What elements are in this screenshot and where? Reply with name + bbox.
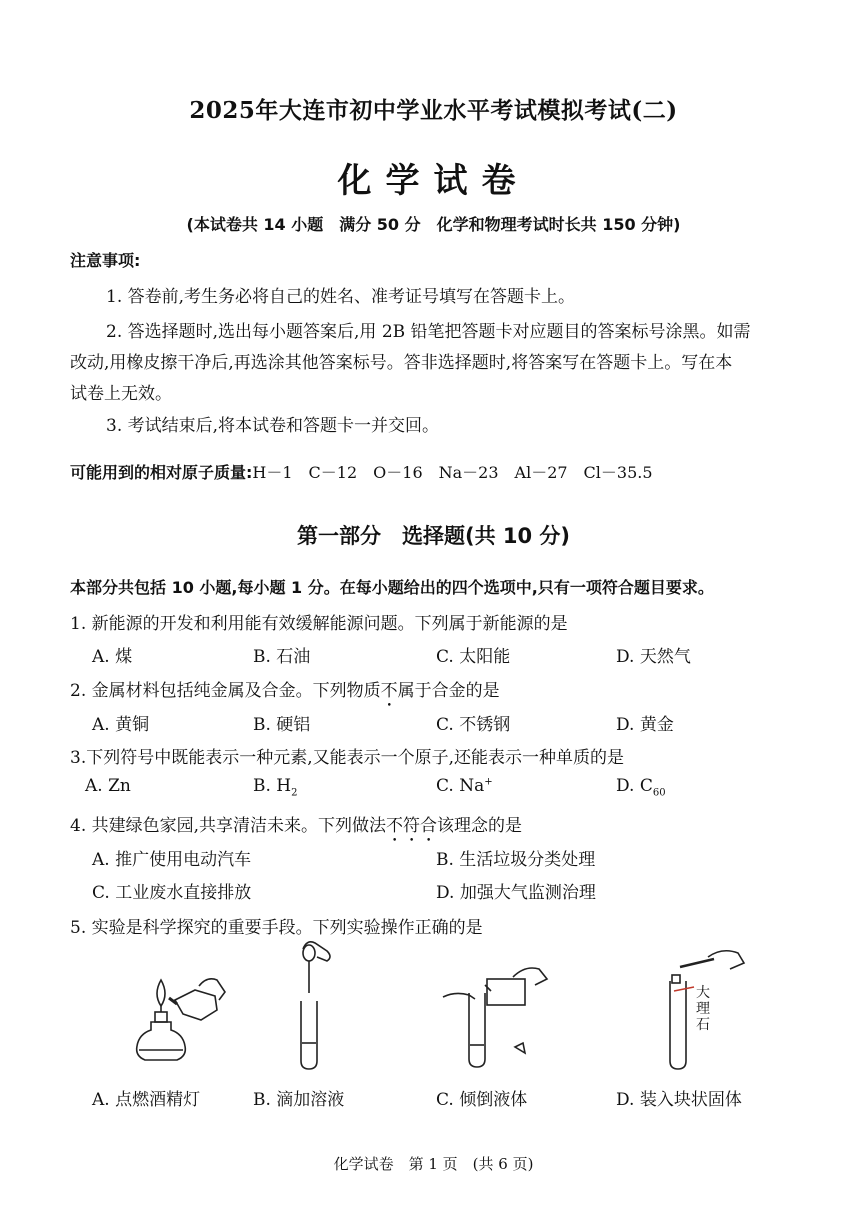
notice-item-2-line-2: 改动,用橡皮擦干净后,再选涂其他答案标号。答非选择题时,将答案写在答题卡上。写在本 (70, 353, 733, 373)
pouring-figure (435, 955, 555, 1075)
q2-stem-emphasis: 不 (380, 681, 398, 701)
q3-option-d (616, 776, 666, 798)
q3-stem: 3.下列符号中既能表示一种元素,又能表示一个原子,还能表示一种单质的是 (70, 748, 625, 768)
atomic-mass-label: 可能用到的相对原子质量: (70, 463, 253, 482)
subject-title: 化学试卷 (337, 161, 530, 201)
q3-option-d-base: D. C (616, 776, 653, 796)
atomic-mass-values: H－1 C－12 O－16 Na－23 Al－27 Cl－35.5 (252, 463, 653, 482)
dropper-bulb (303, 945, 315, 961)
q1-option-c: C. 太阳能 (436, 647, 511, 667)
q2-option-a: A. 黄铜 (92, 715, 150, 735)
q2-option-b: B. 硬铝 (253, 715, 311, 735)
q3-option-d-subscript: 60 (652, 787, 666, 799)
page-footer: 化学试卷 第 1 页 (共 6 页) (333, 1155, 534, 1173)
test-tube-b (301, 1001, 317, 1069)
marble-label: 大理石 (696, 985, 710, 1033)
lamp-neck (155, 1012, 167, 1022)
q1-option-b: B. 石油 (253, 647, 311, 667)
reagent-bottle (487, 979, 525, 1005)
second-lamp (175, 990, 217, 1020)
q3-option-b-base: B. H (253, 776, 292, 796)
q3-option-a: A. Zn (85, 776, 131, 796)
q1-option-d: D. 天然气 (616, 647, 691, 667)
q4-option-b: B. 生活垃圾分类处理 (436, 850, 596, 870)
notice-item-2-line-3: 试卷上无效。 (70, 384, 172, 404)
q5-option-c: C. 倾倒液体 (436, 1090, 528, 1110)
q5-option-a: A. 点燃酒精灯 (92, 1090, 201, 1110)
q3-option-c-base: C. Na (436, 776, 485, 796)
test-tube-d (670, 981, 686, 1069)
part1-instruction: 本部分共包括 10 小题,每小题 1 分。在每小题给出的四个选项中,只有一项符合题目要求。 (70, 578, 714, 597)
q4-stem-emphasis: 不符合 (386, 816, 438, 836)
q5-option-d: D. 装入块状固体 (616, 1090, 742, 1110)
q1-stem: 1. 新能源的开发和利用能有效缓解能源问题。下列属于新能源的是 (70, 614, 568, 634)
q5-option-b: B. 滴加溶液 (253, 1090, 345, 1110)
left-hand (443, 993, 475, 999)
atomic-mass-line (70, 460, 653, 483)
q5-stem: 5. 实验是科学探究的重要手段。下列实验操作正确的是 (70, 918, 483, 938)
q2-stem (70, 676, 500, 711)
alcohol-lamp-figure (125, 960, 235, 1075)
bottle-lip (485, 985, 491, 991)
q2-stem-post: 属于合金的是 (397, 681, 500, 701)
dropper-figure (285, 935, 365, 1075)
notice-heading: 注意事项: (70, 251, 141, 270)
lamp-body (137, 1022, 186, 1060)
label-pointer (674, 987, 694, 991)
q3-option-b-subscript: 2 (291, 787, 298, 799)
q2-option-d: D. 黄金 (616, 715, 674, 735)
marble-piece (672, 975, 680, 983)
q3-option-c (436, 776, 493, 796)
q3-option-b (253, 776, 298, 798)
q4-option-a: A. 推广使用电动汽车 (92, 850, 252, 870)
q1-option-a: A. 煤 (92, 647, 133, 667)
notice-item-3: 3. 考试结束后,将本试卷和答题卡一并交回。 (106, 416, 440, 436)
tweezers (680, 959, 714, 967)
q2-stem-pre: 2. 金属材料包括纯金属及合金。下列物质 (70, 681, 381, 701)
exam-title: 2025年大连市初中学业水平考试模拟考试(二) (189, 97, 678, 124)
q4-stem (70, 811, 522, 846)
test-tube-c (469, 993, 485, 1067)
bottle-stopper (515, 1043, 525, 1053)
q4-stem-pre: 4. 共建绿色家园,共享清洁未来。下列做法 (70, 816, 387, 836)
hand-holding-lamp (199, 979, 225, 1000)
notice-item-1: 1. 答卷前,考生务必将自己的姓名、准考证号填写在答题卡上。 (106, 287, 576, 307)
lamp-flame (157, 980, 165, 1006)
q4-stem-post: 该理念的是 (437, 816, 523, 836)
right-hand (513, 968, 547, 985)
q3-option-c-superscript: + (484, 776, 493, 788)
q4-option-d: D. 加强大气监测治理 (436, 883, 596, 903)
q2-option-c: C. 不锈钢 (436, 715, 511, 735)
part1-title: 第一部分 选择题(共 10 分) (296, 524, 571, 548)
q4-option-c: C. 工业废水直接排放 (92, 883, 252, 903)
exam-info: (本试卷共 14 小题 满分 50 分 化学和物理考试时长共 150 分钟) (186, 215, 681, 234)
notice-item-2-line-1: 2. 答选择题时,选出每小题答案后,用 2B 铅笔把答题卡对应题目的答案标号涂黑。如需 (106, 322, 751, 342)
